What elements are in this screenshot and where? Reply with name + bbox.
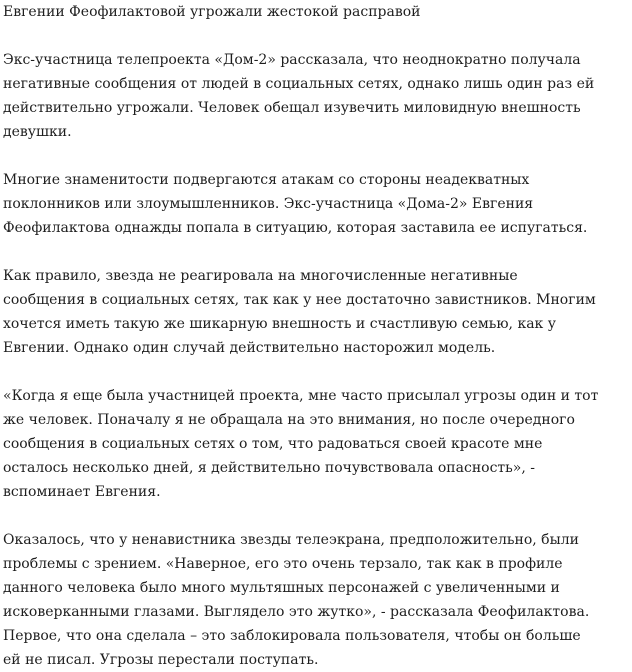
paragraph-5 bbox=[3, 528, 629, 672]
paragraph-line: поклонников или злоумышленников. Экс-участница «Дома-2» Евгения bbox=[3, 196, 534, 212]
paragraph-line: вспоминает Евгения. bbox=[3, 484, 161, 500]
paragraph-line: Экс-участница телепроекта «Дом-2» рассказала, что неоднократно получала bbox=[3, 52, 581, 68]
article bbox=[3, 0, 629, 672]
paragraph-line: сообщения в социальных сетях, так как у нее достаточно завистников. Многим bbox=[3, 292, 596, 308]
paragraph-line: девушки. bbox=[3, 124, 72, 140]
paragraph-line: действительно угрожали. Человек обещал изувечить миловидную внешность bbox=[3, 100, 581, 116]
paragraph-gap bbox=[3, 240, 629, 264]
paragraph-line: данного человека было много мультяшных персонажей с увеличенными и bbox=[3, 580, 560, 596]
paragraph-line: же человек. Поначалу я не обращала на это внимания, но после очередного bbox=[3, 412, 575, 428]
paragraph-line: осталось несколько дней, я действительно почувствовала опасность», - bbox=[3, 460, 535, 476]
paragraph-line: исковерканными глазами. Выглядело это жутко», - рассказала Феофилактова. bbox=[3, 604, 590, 620]
paragraph-line: Феофилактова однажды попала в ситуацию, которая заставила ее испугаться. bbox=[3, 220, 588, 236]
paragraph-line: Евгении. Однако один случай действительно насторожил модель. bbox=[3, 340, 496, 356]
paragraph-2 bbox=[3, 168, 629, 240]
paragraph-line: проблемы с зрением. «Наверное, его это очень терзало, так как в профиле bbox=[3, 556, 563, 572]
paragraph-line: Как правило, звезда не реагировала на многочисленные негативные bbox=[3, 268, 518, 284]
paragraph-gap bbox=[3, 360, 629, 384]
paragraph-line: Многие знаменитости подвергаются атакам со стороны неадекватных bbox=[3, 172, 530, 188]
paragraph-gap bbox=[3, 504, 629, 528]
paragraph-line: негативные сообщения от людей в социальных сетях, однако лишь один раз ей bbox=[3, 76, 595, 92]
paragraph-line: Оказалось, что у ненавистника звезды телеэкрана, предположительно, были bbox=[3, 532, 579, 548]
paragraph-4-quote bbox=[3, 384, 629, 504]
paragraph-3 bbox=[3, 264, 629, 360]
paragraph-line: ей не писал. Угрозы перестали поступать. bbox=[3, 652, 319, 668]
paragraph-line: сообщения в социальных сетях о том, что радоваться своей красоте мне bbox=[3, 436, 543, 452]
paragraph-line: хочется иметь такую же шикарную внешность и счастливую семью, как у bbox=[3, 316, 556, 332]
paragraph-1 bbox=[3, 48, 629, 144]
paragraph-line: «Когда я еще была участницей проекта, мне часто присылал угрозы один и тот bbox=[3, 388, 599, 404]
paragraph-gap bbox=[3, 24, 629, 48]
article-title: Евгении Феофилактовой угрожали жестокой расправой bbox=[3, 4, 421, 20]
paragraph-gap bbox=[3, 144, 629, 168]
paragraph-line: Первое, что она сделала – это заблокировала пользователя, чтобы он больше bbox=[3, 628, 581, 644]
